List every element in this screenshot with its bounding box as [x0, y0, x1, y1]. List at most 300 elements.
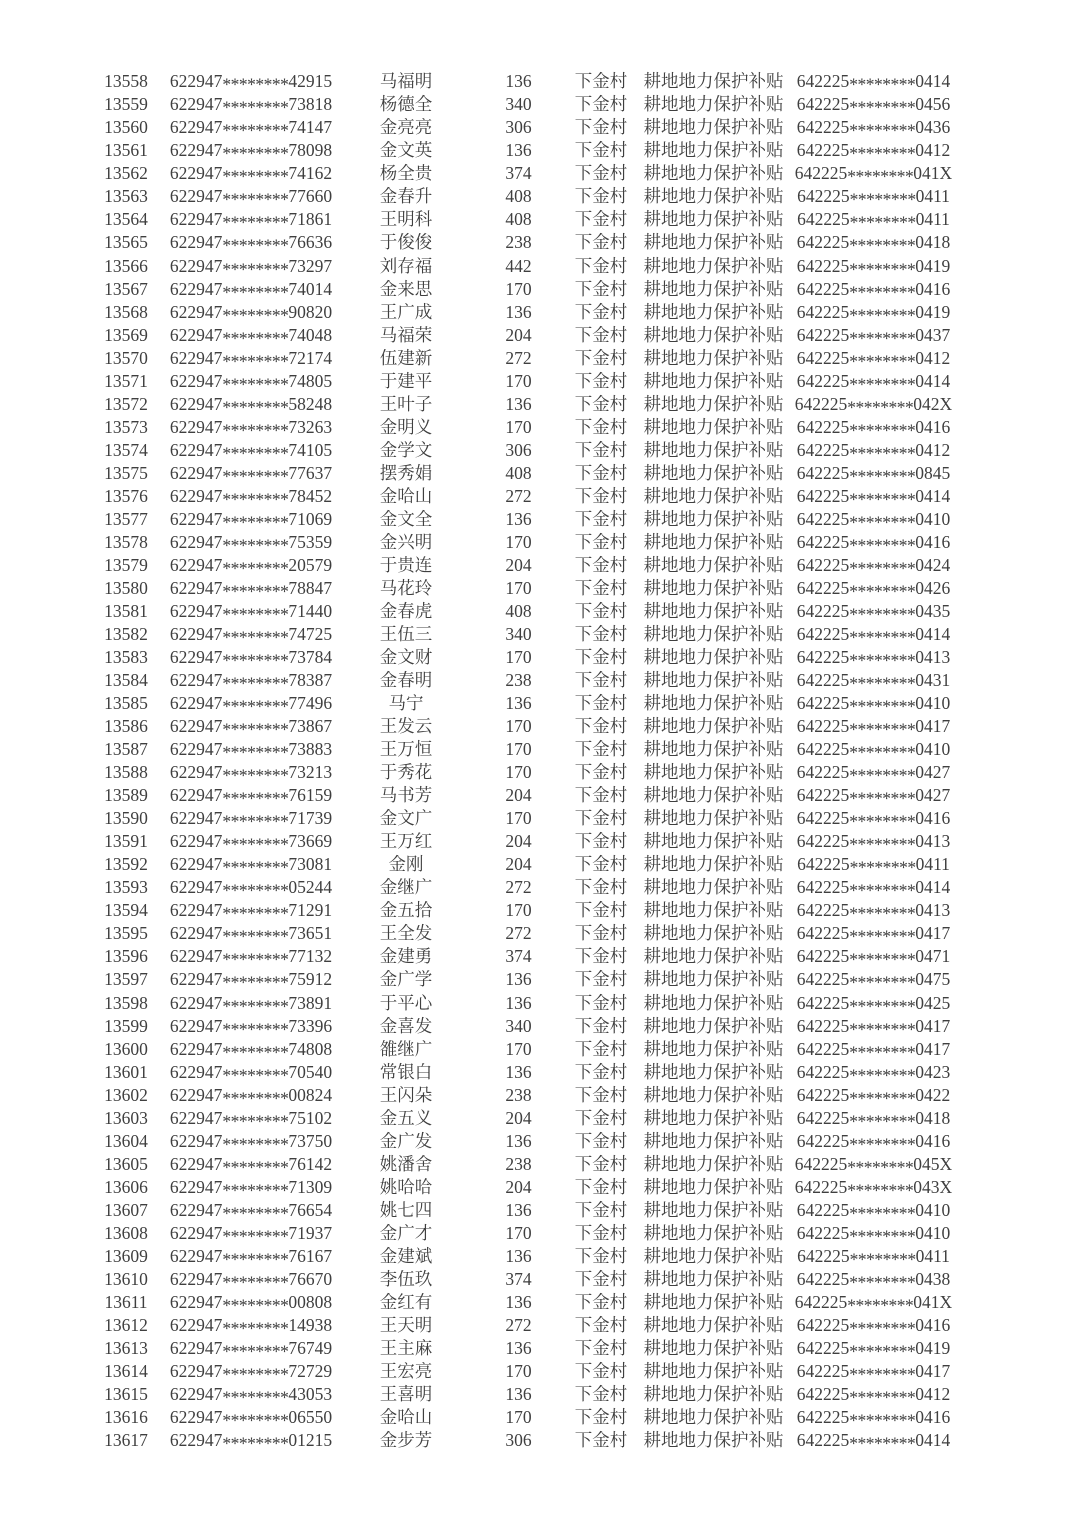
masked-digits: ********	[222, 719, 289, 740]
cell-amount: 170	[505, 1222, 532, 1243]
cell-amount: 170	[505, 647, 532, 668]
cell-person-name: 金刚	[388, 854, 424, 875]
masked-digits: ********	[222, 926, 289, 947]
cell-village: 下金村	[574, 670, 628, 691]
table-row	[0, 531, 1074, 554]
cell-village: 下金村	[574, 946, 628, 967]
masked-digits: ********	[222, 765, 289, 786]
cell-village: 下金村	[574, 1361, 628, 1382]
cell-amount: 170	[505, 900, 532, 921]
cell-subsidy-type: 耕地地力保护补贴	[643, 923, 784, 944]
masked-digits: ********	[222, 1387, 289, 1408]
masked-digits: ********	[222, 166, 289, 187]
cell-village: 下金村	[574, 624, 628, 645]
cell-bank-account: 642225********0417	[796, 1361, 951, 1385]
cell-village: 下金村	[574, 531, 628, 552]
table-row	[0, 946, 1074, 969]
cell-person-name: 金喜发	[379, 1015, 433, 1036]
table-row	[0, 969, 1074, 992]
cell-id-number: 622947********75912	[169, 969, 333, 993]
cell-row-number: 13576	[104, 485, 148, 506]
cell-village: 下金村	[574, 600, 628, 621]
masked-digits: ********	[222, 443, 289, 464]
cell-village: 下金村	[574, 324, 628, 345]
cell-amount: 238	[505, 670, 532, 691]
cell-subsidy-type: 耕地地力保护补贴	[643, 670, 784, 691]
masked-digits: ********	[849, 1088, 916, 1109]
cell-amount: 306	[505, 117, 532, 138]
cell-row-number: 13592	[104, 854, 148, 875]
cell-bank-account: 642225********0419	[796, 301, 951, 326]
cell-row-number: 13561	[104, 140, 148, 161]
table-row	[0, 1406, 1074, 1429]
cell-subsidy-type: 耕地地力保护补贴	[643, 877, 784, 898]
masked-digits: ********	[222, 1088, 289, 1109]
cell-village: 下金村	[574, 485, 628, 506]
cell-amount: 340	[505, 94, 532, 115]
cell-amount: 204	[505, 554, 532, 575]
cell-person-name: 金哈山	[379, 485, 433, 506]
cell-person-name: 金兴明	[379, 531, 433, 552]
cell-bank-account: 642225********043X	[794, 1176, 953, 1201]
cell-person-name: 常银白	[379, 1061, 433, 1082]
masked-digits: ********	[849, 972, 916, 993]
table-row	[0, 1038, 1074, 1061]
masked-digits: ********	[222, 696, 289, 717]
masked-digits: ********	[222, 788, 289, 809]
masked-digits: ********	[222, 1410, 289, 1431]
cell-village: 下金村	[574, 1153, 628, 1174]
cell-subsidy-type: 耕地地力保护补贴	[643, 1407, 784, 1428]
cell-bank-account: 642225********0410	[796, 508, 951, 533]
cell-amount: 272	[505, 347, 532, 368]
cell-village: 下金村	[574, 370, 628, 391]
cell-row-number: 13562	[104, 163, 148, 184]
masked-digits: ********	[222, 949, 289, 970]
cell-amount: 306	[505, 439, 532, 460]
table-row	[0, 923, 1074, 946]
cell-person-name: 杨德全	[379, 94, 433, 115]
cell-person-name: 王喜明	[379, 1384, 433, 1405]
masked-digits: ********	[849, 420, 916, 441]
cell-person-name: 王万恒	[379, 739, 433, 760]
cell-amount: 238	[505, 1153, 532, 1174]
cell-row-number: 13584	[104, 670, 148, 691]
masked-digits: ********	[222, 558, 289, 579]
cell-village: 下金村	[574, 716, 628, 737]
cell-bank-account: 642225********0411	[797, 1245, 950, 1270]
masked-digits: ********	[849, 673, 916, 694]
cell-bank-account: 642225********0418	[796, 232, 951, 256]
cell-subsidy-type: 耕地地力保护补贴	[643, 462, 784, 483]
masked-digits: ********	[222, 1157, 289, 1178]
cell-id-number: 622947********74808	[169, 1038, 333, 1063]
cell-amount: 170	[505, 370, 532, 391]
cell-bank-account: 642225********0417	[796, 716, 951, 740]
table-row	[0, 808, 1074, 831]
table-row	[0, 255, 1074, 278]
cell-id-number: 622947********14938	[169, 1314, 333, 1339]
table-row	[0, 623, 1074, 646]
masked-digits: ********	[222, 235, 289, 256]
cell-row-number: 13567	[104, 278, 148, 299]
cell-amount: 136	[505, 1199, 532, 1220]
cell-row-number: 13614	[104, 1361, 148, 1382]
cell-person-name: 金春明	[379, 670, 433, 691]
cell-amount: 272	[505, 877, 532, 898]
cell-row-number: 13600	[104, 1038, 148, 1059]
cell-subsidy-type: 耕地地力保护补贴	[643, 370, 784, 391]
cell-subsidy-type: 耕地地力保护补贴	[643, 485, 784, 506]
cell-id-number: 622947********01215	[169, 1430, 333, 1454]
cell-village: 下金村	[574, 762, 628, 783]
masked-digits: ********	[849, 212, 916, 233]
cell-village: 下金村	[574, 1130, 628, 1151]
cell-bank-account: 642225********0435	[796, 600, 951, 625]
cell-subsidy-type: 耕地地力保护补贴	[643, 71, 784, 92]
cell-amount: 340	[505, 1015, 532, 1036]
masked-digits: ********	[222, 903, 289, 924]
cell-row-number: 13568	[104, 301, 148, 322]
table-row	[0, 485, 1074, 508]
cell-id-number: 622947********77637	[169, 462, 333, 487]
table-row	[0, 1084, 1074, 1107]
table-row	[0, 992, 1074, 1015]
cell-bank-account: 642225********0416	[796, 416, 951, 441]
cell-person-name: 姚哈哈	[379, 1176, 433, 1197]
table-row	[0, 439, 1074, 462]
cell-id-number: 622947********76636	[169, 232, 333, 256]
masked-digits: ********	[222, 305, 289, 326]
table-row	[0, 278, 1074, 301]
masked-digits: ********	[222, 627, 289, 648]
cell-village: 下金村	[574, 301, 628, 322]
cell-row-number: 13617	[104, 1430, 148, 1451]
table-row	[0, 117, 1074, 140]
masked-digits: ********	[849, 1387, 916, 1408]
masked-digits: ********	[222, 74, 289, 95]
cell-village: 下金村	[574, 71, 628, 92]
cell-id-number: 622947********77132	[169, 946, 333, 970]
cell-village: 下金村	[574, 416, 628, 437]
masked-digits: ********	[849, 627, 916, 648]
cell-row-number: 13601	[104, 1061, 148, 1082]
table-row	[0, 370, 1074, 393]
cell-subsidy-type: 耕地地力保护补贴	[643, 785, 784, 806]
cell-row-number: 13575	[104, 462, 148, 483]
masked-digits: ********	[849, 581, 916, 602]
cell-id-number: 622947********71861	[169, 209, 333, 233]
table-row	[0, 347, 1074, 370]
cell-person-name: 金广才	[379, 1222, 433, 1243]
masked-digits: ********	[222, 1226, 289, 1247]
cell-amount: 204	[505, 1176, 532, 1197]
cell-amount: 136	[505, 1061, 532, 1082]
cell-amount: 340	[505, 624, 532, 645]
cell-village: 下金村	[574, 255, 628, 276]
cell-id-number: 622947********73651	[169, 923, 333, 947]
cell-person-name: 金春虎	[379, 600, 433, 621]
masked-digits: ********	[849, 1111, 916, 1132]
cell-amount: 136	[505, 969, 532, 990]
masked-digits: ********	[849, 1249, 916, 1270]
cell-subsidy-type: 耕地地力保护补贴	[643, 301, 784, 322]
cell-person-name: 伍建新	[379, 347, 433, 368]
cell-bank-account: 642225********0417	[796, 1015, 951, 1040]
cell-amount: 136	[505, 992, 532, 1013]
cell-person-name: 王伍三	[379, 624, 433, 645]
masked-digits: ********	[222, 1433, 289, 1454]
cell-row-number: 13578	[104, 531, 148, 552]
cell-village: 下金村	[574, 739, 628, 760]
cell-village: 下金村	[574, 1384, 628, 1405]
cell-amount: 170	[505, 762, 532, 783]
cell-subsidy-type: 耕地地力保护补贴	[643, 554, 784, 575]
cell-village: 下金村	[574, 969, 628, 990]
cell-person-name: 金五拾	[379, 900, 433, 921]
cell-bank-account: 642225********0419	[796, 1337, 951, 1362]
cell-amount: 170	[505, 1038, 532, 1059]
cell-bank-account: 642225********042X	[794, 393, 953, 418]
masked-digits: ********	[222, 1272, 289, 1293]
cell-row-number: 13589	[104, 785, 148, 806]
cell-row-number: 13610	[104, 1268, 148, 1289]
masked-digits: ********	[222, 1111, 289, 1132]
cell-amount: 442	[505, 255, 532, 276]
cell-amount: 170	[505, 1361, 532, 1382]
cell-subsidy-type: 耕地地力保护补贴	[643, 1291, 784, 1312]
masked-digits: ********	[849, 788, 916, 809]
cell-id-number: 622947********70540	[169, 1061, 333, 1086]
cell-bank-account: 642225********0417	[796, 1038, 951, 1063]
masked-digits: ********	[849, 811, 916, 832]
cell-id-number: 622947********78098	[169, 140, 333, 164]
cell-bank-account: 642225********0416	[796, 808, 951, 832]
cell-amount: 136	[505, 1245, 532, 1266]
masked-digits: ********	[849, 235, 916, 256]
cell-village: 下金村	[574, 393, 628, 414]
masked-digits: ********	[849, 1433, 916, 1454]
cell-bank-account: 642225********0410	[796, 1199, 951, 1224]
table-row	[0, 600, 1074, 623]
masked-digits: ********	[222, 351, 289, 372]
cell-row-number: 13566	[104, 255, 148, 276]
masked-digits: ********	[849, 1203, 916, 1224]
table-row	[0, 784, 1074, 807]
cell-bank-account: 642225********0414	[796, 1430, 951, 1454]
cell-village: 下金村	[574, 347, 628, 368]
cell-row-number: 13583	[104, 647, 148, 668]
cell-id-number: 622947********73750	[169, 1130, 333, 1155]
cell-bank-account: 642225********0471	[796, 946, 951, 970]
cell-person-name: 王宏亮	[379, 1361, 433, 1382]
cell-subsidy-type: 耕地地力保护补贴	[643, 693, 784, 714]
cell-village: 下金村	[574, 439, 628, 460]
table-row	[0, 393, 1074, 416]
cell-bank-account: 642225********0411	[797, 209, 950, 233]
table-row	[0, 1383, 1074, 1406]
table-row	[0, 1107, 1074, 1130]
masked-digits: ********	[222, 189, 289, 210]
cell-amount: 170	[505, 531, 532, 552]
cell-amount: 306	[505, 1430, 532, 1451]
cell-row-number: 13615	[104, 1384, 148, 1405]
cell-subsidy-type: 耕地地力保护补贴	[643, 117, 784, 138]
masked-digits: ********	[847, 397, 914, 418]
cell-bank-account: 642225********0422	[796, 1084, 951, 1109]
cell-id-number: 622947********76159	[169, 785, 333, 809]
cell-bank-account: 642225********0416	[796, 1314, 951, 1339]
cell-amount: 272	[505, 485, 532, 506]
cell-person-name: 马宁	[388, 693, 424, 714]
cell-subsidy-type: 耕地地力保护补贴	[643, 600, 784, 621]
cell-row-number: 13588	[104, 762, 148, 783]
cell-row-number: 13602	[104, 1084, 148, 1105]
masked-digits: ********	[222, 535, 289, 556]
cell-bank-account: 642225********0427	[796, 762, 951, 786]
cell-person-name: 杨全贵	[379, 163, 433, 184]
cell-subsidy-type: 耕地地力保护补贴	[643, 577, 784, 598]
masked-digits: ********	[849, 903, 916, 924]
masked-digits: ********	[849, 535, 916, 556]
masked-digits: ********	[222, 259, 289, 280]
cell-village: 下金村	[574, 900, 628, 921]
cell-person-name: 金文英	[379, 140, 433, 161]
cell-bank-account: 642225********0437	[796, 324, 951, 349]
cell-id-number: 622947********76749	[169, 1337, 333, 1362]
masked-digits: ********	[222, 1364, 289, 1385]
cell-bank-account: 642225********0418	[796, 1107, 951, 1132]
cell-person-name: 于俊俊	[379, 232, 433, 253]
table-row	[0, 692, 1074, 715]
cell-row-number: 13616	[104, 1407, 148, 1428]
cell-person-name: 李伍玖	[379, 1268, 433, 1289]
cell-row-number: 13571	[104, 370, 148, 391]
cell-row-number: 13595	[104, 923, 148, 944]
cell-id-number: 622947********71440	[169, 600, 333, 625]
table-row	[0, 186, 1074, 209]
cell-amount: 136	[505, 140, 532, 161]
cell-amount: 136	[505, 71, 532, 92]
cell-village: 下金村	[574, 1430, 628, 1451]
cell-village: 下金村	[574, 1176, 628, 1197]
cell-amount: 374	[505, 946, 532, 967]
cell-row-number: 13604	[104, 1130, 148, 1151]
table-row	[0, 209, 1074, 232]
cell-village: 下金村	[574, 1407, 628, 1428]
masked-digits: ********	[222, 143, 289, 164]
masked-digits: ********	[222, 120, 289, 141]
cell-row-number: 13569	[104, 324, 148, 345]
masked-digits: ********	[222, 328, 289, 349]
cell-bank-account: 642225********0423	[796, 1061, 951, 1086]
cell-amount: 204	[505, 324, 532, 345]
masked-digits: ********	[849, 1318, 916, 1339]
cell-subsidy-type: 耕地地力保护补贴	[643, 1038, 784, 1059]
cell-village: 下金村	[574, 186, 628, 207]
table-row	[0, 462, 1074, 485]
cell-village: 下金村	[574, 1038, 628, 1059]
cell-amount: 238	[505, 1084, 532, 1105]
cell-subsidy-type: 耕地地力保护补贴	[643, 1199, 784, 1220]
cell-person-name: 马书芳	[379, 785, 433, 806]
cell-id-number: 622947********75102	[169, 1107, 333, 1132]
subsidy-table	[0, 71, 1074, 1453]
cell-id-number: 622947********76142	[169, 1153, 333, 1178]
masked-digits: ********	[222, 604, 289, 625]
cell-id-number: 622947********74162	[169, 163, 333, 187]
cell-subsidy-type: 耕地地力保护补贴	[643, 1361, 784, 1382]
cell-id-number: 622947********72174	[169, 347, 333, 372]
masked-digits: ********	[849, 1341, 916, 1362]
cell-bank-account: 642225********0436	[796, 117, 951, 141]
cell-person-name: 金明义	[379, 416, 433, 437]
cell-amount: 204	[505, 785, 532, 806]
cell-bank-account: 642225********0411	[797, 186, 950, 210]
cell-row-number: 13605	[104, 1153, 148, 1174]
cell-subsidy-type: 耕地地力保护补贴	[643, 209, 784, 230]
masked-digits: ********	[849, 1042, 916, 1063]
cell-subsidy-type: 耕地地力保护补贴	[643, 1337, 784, 1358]
masked-digits: ********	[222, 650, 289, 671]
cell-bank-account: 642225********0410	[796, 693, 951, 717]
cell-amount: 170	[505, 808, 532, 829]
cell-subsidy-type: 耕地地力保护补贴	[643, 1245, 784, 1266]
cell-bank-account: 642225********0416	[796, 278, 951, 303]
cell-bank-account: 642225********0426	[796, 577, 951, 602]
masked-digits: ********	[222, 857, 289, 878]
cell-id-number: 622947********71309	[169, 1176, 333, 1201]
cell-village: 下金村	[574, 992, 628, 1013]
table-row	[0, 669, 1074, 692]
cell-village: 下金村	[574, 508, 628, 529]
masked-digits: ********	[222, 420, 289, 441]
table-row	[0, 715, 1074, 738]
cell-bank-account: 642225********0413	[796, 647, 951, 671]
cell-row-number: 13609	[104, 1245, 148, 1266]
cell-person-name: 金学文	[379, 439, 433, 460]
cell-row-number: 13580	[104, 577, 148, 598]
table-row	[0, 163, 1074, 186]
masked-digits: ********	[847, 166, 914, 187]
masked-digits: ********	[849, 259, 916, 280]
cell-bank-account: 642225********0425	[796, 992, 951, 1017]
cell-id-number: 622947********05244	[169, 877, 333, 901]
cell-bank-account: 642225********0416	[796, 531, 951, 556]
cell-bank-account: 642225********0431	[796, 670, 951, 694]
cell-row-number: 13563	[104, 186, 148, 207]
cell-person-name: 金广学	[379, 969, 433, 990]
cell-subsidy-type: 耕地地力保护补贴	[643, 992, 784, 1013]
cell-bank-account: 642225********0412	[796, 347, 951, 372]
masked-digits: ********	[222, 996, 289, 1017]
masked-digits: ********	[849, 512, 916, 533]
cell-row-number: 13573	[104, 416, 148, 437]
cell-row-number: 13593	[104, 877, 148, 898]
cell-id-number: 622947********71739	[169, 808, 333, 832]
table-row	[0, 1130, 1074, 1153]
cell-amount: 272	[505, 1314, 532, 1335]
table-row	[0, 232, 1074, 255]
cell-village: 下金村	[574, 831, 628, 852]
cell-village: 下金村	[574, 1337, 628, 1358]
table-row	[0, 554, 1074, 577]
cell-person-name: 金哈山	[379, 1407, 433, 1428]
cell-subsidy-type: 耕地地力保护补贴	[643, 831, 784, 852]
cell-amount: 238	[505, 232, 532, 253]
masked-digits: ********	[222, 1203, 289, 1224]
cell-subsidy-type: 耕地地力保护补贴	[643, 624, 784, 645]
